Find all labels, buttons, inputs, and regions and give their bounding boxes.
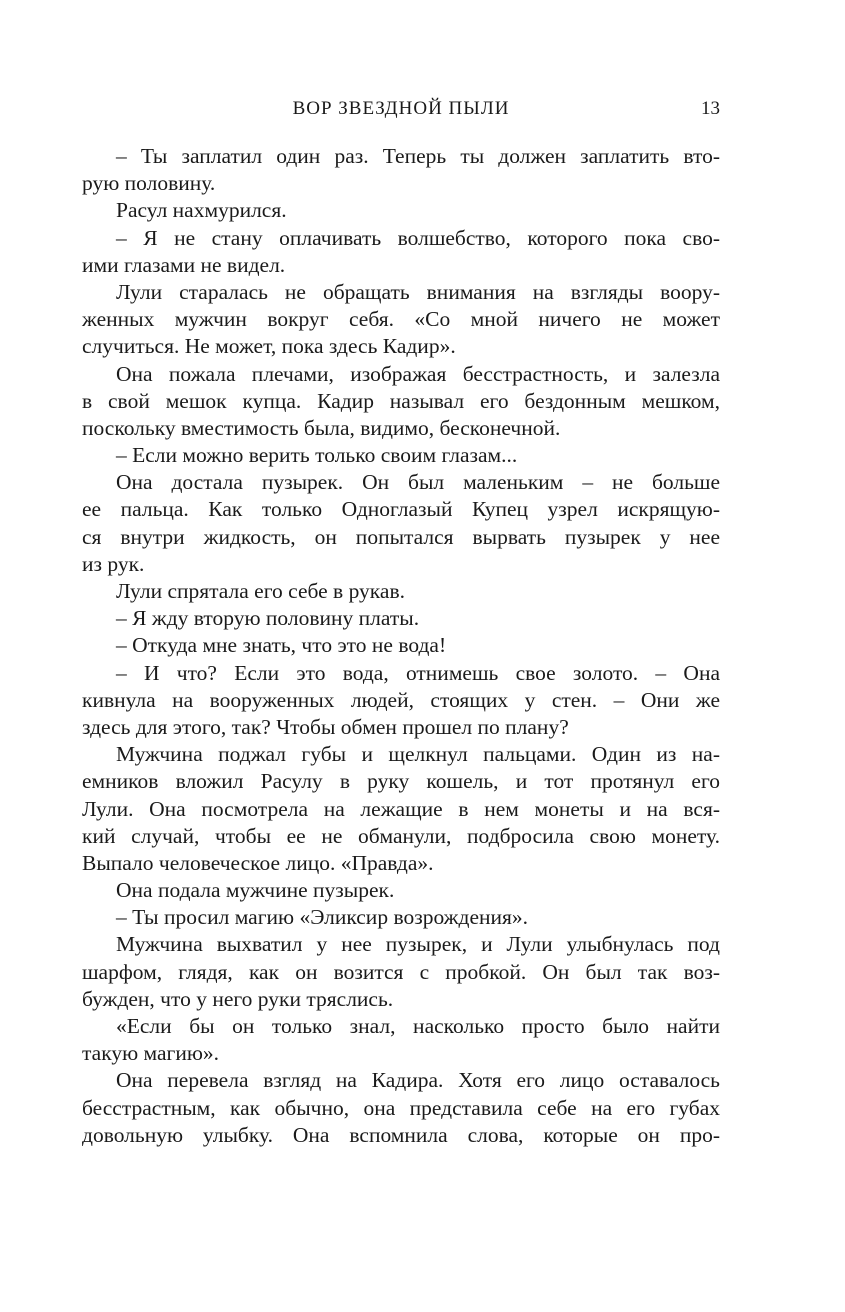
text-line: емников вложил Расулу в руку кошель, и тот протянул его [82, 769, 720, 794]
text-line: – Я жду вторую половину платы. [116, 606, 420, 631]
text-line: Она пожала плечами, изображая бесстрастность, и залезла [116, 361, 720, 386]
text-line: поскольку вместимость была, видимо, бесконечной. [82, 415, 561, 440]
text-line: кивнула на вооруженных людей, стоящих у стен. – Они же [82, 687, 720, 712]
text-line: довольную улыбку. Она вспомнила слова, которые он про- [82, 1122, 720, 1147]
text-line: рую половину. [82, 171, 216, 196]
text-line: женных мужчин вокруг себя. «Со мной ничего не может [82, 307, 720, 332]
text-line: Расул нахмурился. [116, 198, 287, 223]
text-line: – Ты просил магию «Эликсир возрождения». [116, 905, 529, 930]
text-line: Мужчина поджал губы и щелкнул пальцами. Один из на- [116, 742, 720, 767]
text-line: Лули спрятала его себе в рукав. [116, 579, 405, 603]
running-title: ВОР ЗВЕЗДНОЙ ПЫЛИ [292, 98, 510, 119]
text-line: Она подала мужчине пузырек. [116, 878, 395, 903]
text-line: Мужчина выхватил у нее пузырек, и Лули улыбнулась под [116, 932, 720, 957]
text-line: бесстрастным, как обычно, она представила себе на его губах [82, 1095, 720, 1120]
text-line: ся внутри жидкость, он попытался вырвать пузырек у нее [82, 524, 720, 549]
text-line: «Если бы он только знал, насколько просто было найти [116, 1014, 720, 1038]
text-line: Выпало человеческое лицо. «Правда». [82, 850, 434, 875]
text-line: бужден, что у него руки тряслись. [82, 986, 394, 1011]
text-line: – Если можно верить только своим глазам... [116, 443, 518, 468]
text-line: – Откуда мне знать, что это не вода! [116, 633, 447, 658]
text-line: кий случай, чтобы ее не обманули, подбросила свою монету. [82, 823, 720, 848]
text-line: из рук. [82, 551, 145, 576]
page-number: 13 [701, 98, 720, 119]
body-text [82, 143, 720, 1149]
text-line: – И что? Если это вода, отнимешь свое золото. – Она [116, 660, 720, 685]
text-line: в свой мешок купца. Кадир называл его бездонным мешком, [82, 388, 720, 413]
text-line: Она перевела взгляд на Кадира. Хотя его лицо оставалось [116, 1068, 720, 1093]
running-header [82, 96, 720, 122]
text-line: Лули. Она посмотрела на лежащие в нем монеты и на вся- [82, 796, 720, 821]
text-line: – Ты заплатил один раз. Теперь ты должен заплатить вто- [116, 144, 720, 168]
text-line: здесь для этого, так? Чтобы обмен прошел по плану? [82, 714, 569, 739]
text-line: – Я не стану оплачивать волшебство, которого пока сво- [116, 225, 720, 250]
text-line: Она достала пузырек. Он был маленьким – не больше [116, 470, 720, 495]
text-line: такую магию». [82, 1041, 220, 1066]
text-line: ими глазами не видел. [82, 252, 286, 277]
text-line: ее пальца. Как только Одноглазый Купец узрел искрящую- [82, 497, 720, 522]
text-line: шарфом, глядя, как он возится с пробкой. Он был так воз- [82, 959, 720, 984]
text-line: случиться. Не может, пока здесь Кадир». [82, 334, 456, 359]
text-line: Лули старалась не обращать внимания на взгляды воору- [116, 279, 720, 304]
